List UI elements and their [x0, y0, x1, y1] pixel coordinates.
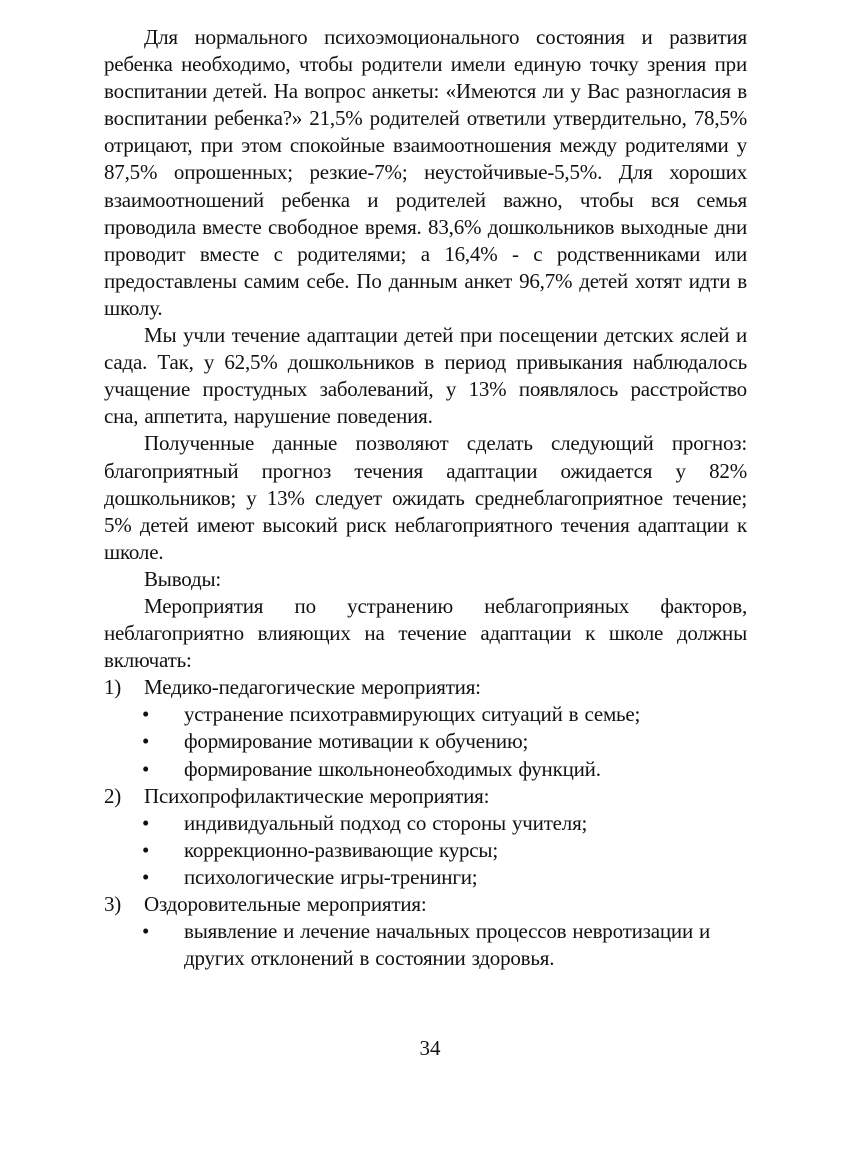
paragraph-parent-relations: Для нормального психоэмоционального состояния и развития ребенка необходимо, чтобы родители имели единую точку зрения при воспитании детей. На вопрос анкеты: «Имеются ли у Вас разногласия в воспитании ребенка?» 21,5% родителей ответили утвердительно, 78,5% отрицают, при этом спокойные взаимоотношения между родителями у 87,5% опрошенных; резкие-7%; неустойчивые-5,5%. Для хороших взаимоотношений ребенка и родителей важно, чтобы вся семья проводила вместе свободное время. 83,6% дошкольников выходные дни проводит вместе с родителями; а 16,4% - с родственниками или предоставлены самим себе. По данным анкет 96,7% детей хотят идти в школу. [104, 25, 747, 320]
list-item [104, 918, 747, 972]
bullet-list [104, 810, 747, 891]
paragraph-prognosis: Полученные данные позволяют сделать следующий прогноз: благоприятный прогноз течения адаптации ожидается у 82% дошкольников; у 13% следует ожидать среднеблагоприятное течение; 5% детей имеют высокий риск неблагоприятного течения адаптации к школе. [104, 431, 747, 564]
list-item-text: формирование школьнонеобходимых функций. [184, 756, 601, 781]
measure-title: Медико-педагогические мероприятия: [144, 675, 481, 700]
measure-number: 3) [104, 892, 122, 916]
paragraph-adaptation-course: Мы учли течение адаптации детей при посещении детских яслей и сада. Так, у 62,5% дошкольников в период привыкания наблюдалось учащение простудных заболеваний, у 13% появлялось расстройство сна, аппетита, нарушение поведения. [104, 323, 747, 429]
measure-group [104, 674, 747, 782]
bullet-icon: • [142, 756, 150, 781]
conclusions-heading: Выводы: [144, 566, 222, 591]
measure-number: 2) [104, 783, 122, 808]
list-item [104, 728, 747, 755]
list-item-text: индивидуальный подход со стороны учителя; [184, 810, 588, 835]
list-item-text: устранение психотравмирующих ситуаций в семье; [184, 702, 641, 727]
list-item-text: коррекционно-развивающие курсы; [184, 837, 498, 862]
list-item [104, 701, 747, 728]
list-item-text: формирование мотивации к обучению; [184, 729, 529, 754]
paragraph-measures-intro: Мероприятия по устранению неблагоприяных факторов, неблагоприятно влияющих на течение адаптации к школе должны включать: [104, 593, 747, 673]
measure-title: Психопрофилактические мероприятия: [144, 783, 490, 808]
list-item [104, 837, 747, 864]
measure-heading [104, 891, 747, 918]
measure-heading [104, 674, 747, 701]
bullet-list [104, 701, 747, 782]
measure-heading [104, 783, 747, 810]
measures-list [104, 674, 747, 972]
bullet-icon: • [142, 919, 150, 944]
measure-group [104, 783, 747, 891]
list-item [104, 864, 747, 891]
bullet-icon: • [142, 837, 150, 862]
list-item-text: психологические игры-тренинги; [184, 864, 478, 889]
page-body [104, 24, 747, 972]
list-item-text: выявление и лечение начальных процессов невротизации и других отклонений в состоянии здоровья. [184, 919, 711, 971]
list-item [104, 810, 747, 837]
bullet-icon: • [142, 864, 150, 889]
bullet-icon: • [142, 729, 150, 754]
measure-title: Оздоровительные мероприятия: [144, 892, 427, 916]
bullet-icon: • [142, 702, 150, 727]
bullet-icon: • [142, 810, 150, 835]
measure-number: 1) [104, 675, 122, 700]
bullet-list [104, 918, 747, 972]
measure-group [104, 891, 747, 972]
list-item [104, 756, 747, 783]
page-number: 34 [419, 1036, 441, 1060]
